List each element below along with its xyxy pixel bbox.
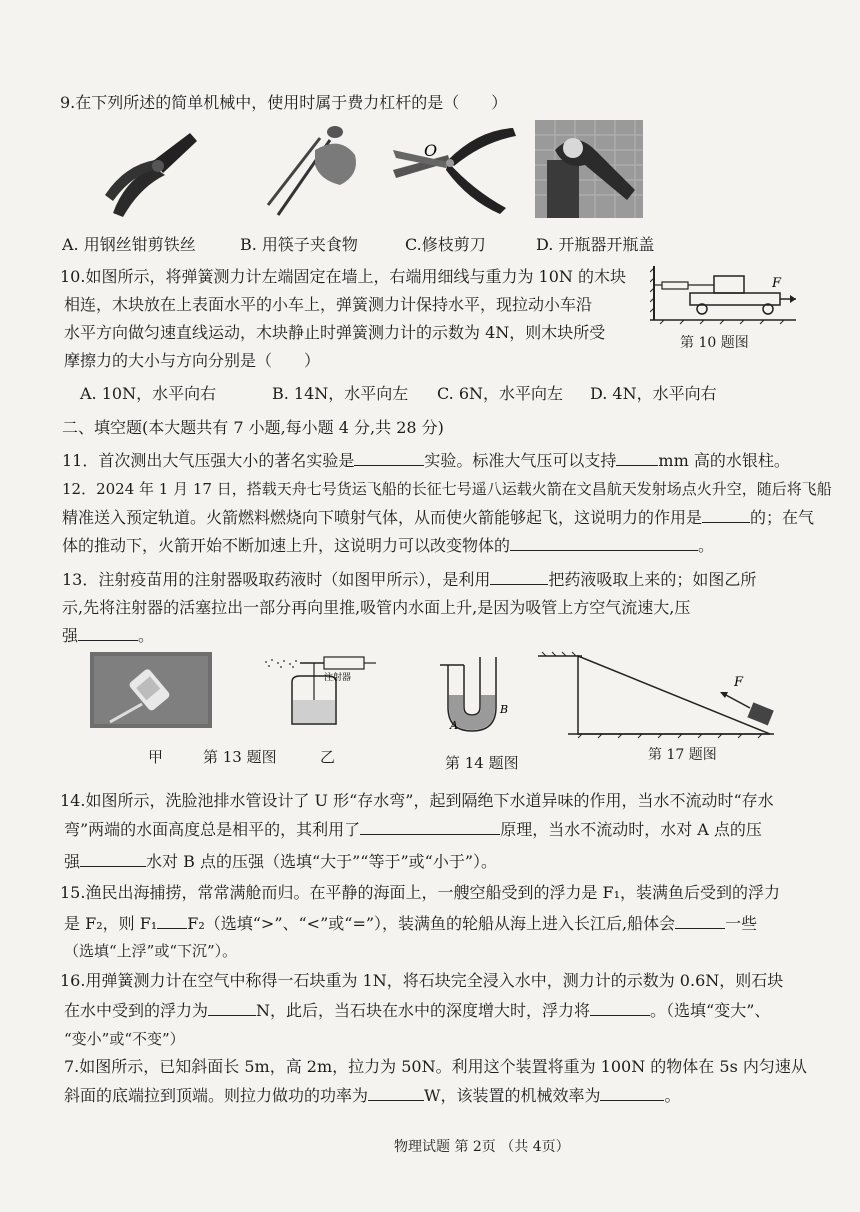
q10-option-d: D. 4N，水平向右 [590, 384, 717, 403]
pliers-image [95, 125, 205, 220]
q12-blank-2[interactable] [510, 534, 698, 551]
q14-blank-1[interactable] [360, 818, 500, 835]
q10-line-1: 10.如图所示，将弹簧测力计左端固定在墙上，右端用细线与重力为 10N 的木块 [60, 267, 626, 286]
q17-blank-1[interactable] [368, 1084, 424, 1101]
q17-line-1: 7.如图所示，已知斜面长 5m，高 2m，拉力为 50N。利用这个装置将重为 100N 的物体在 5s 内匀速从 [64, 1057, 807, 1076]
q13-label-jia: 甲 [148, 748, 164, 766]
q17-text-2a: 斜面的底端拉到顶端。则拉力做功的功率为 [64, 1086, 369, 1105]
q12-line-3 [62, 534, 714, 557]
page-footer: 物理试题 第 2页 （共 4页） [394, 1139, 570, 1155]
q16-text-2c: 。（选填“变大”、 [650, 1001, 771, 1020]
q17-incline-figure [538, 650, 778, 742]
q14-text-3b: 水对 B 点的压强（选填“大于”“等于”或“小于”）。 [146, 852, 498, 871]
pruning-shears-image [388, 120, 523, 220]
pivot-label-o: O [424, 141, 438, 160]
q15-line-2 [64, 912, 757, 935]
q13-blank-2[interactable] [78, 624, 138, 641]
q15-line-1: 15.渔民出海捕捞，常常满舱而归。在平静的海面上，一艘空船受到的浮力是 F₁，装满鱼后受到的浮力 [60, 883, 781, 902]
q15-text-2c: 一些 [725, 914, 758, 933]
q11-text-b: 实验。标准大气压可以支持 [424, 451, 617, 470]
q15-blank-2[interactable] [675, 912, 725, 929]
q9-option-b: B. 用筷子夹食物 [240, 235, 358, 254]
q13-photo-jia [90, 652, 212, 728]
q13-text-3b: 。 [138, 626, 155, 645]
q14-line-1: 14.如图所示，洗脸池排水管设计了 U 形“存水弯”，起到隔绝下水道异味的作用，当水不流动时“存水 [60, 791, 774, 810]
q11 [62, 449, 790, 472]
q12-text-2a: 精准送入预定轨道。火箭燃料燃烧向下喷射气体，从而使火箭能够起飞，这说明力的作用是 [62, 508, 703, 527]
q12-text-2b: 的；在气 [750, 508, 815, 527]
q11-blank-2[interactable] [616, 449, 658, 466]
q13-diagram-yi [262, 652, 382, 728]
q16-line-2 [64, 999, 770, 1022]
q13-line-3 [62, 624, 154, 647]
q16-blank-1[interactable] [208, 999, 256, 1016]
q11-text-c: mm 高的水银柱。 [658, 451, 790, 470]
q13-line-1 [62, 568, 756, 591]
q10-option-a: A. 10N，水平向右 [80, 384, 217, 403]
q14-figure-caption: 第 14 题图 [445, 754, 519, 772]
q9-stem: 9.在下列所述的简单机械中，使用时属于费力杠杆的是（ ） [60, 93, 508, 112]
q17-text-2c: 。 [664, 1086, 681, 1105]
q17-figure-caption: 第 17 题图 [648, 747, 717, 763]
q17-text-2b: W，该装置的机械效率为 [424, 1086, 601, 1105]
q14-text-3a: 强 [64, 852, 81, 871]
q13-text-3a: 强 [62, 626, 79, 645]
q15-line-3: （选填“上浮”或“下沉”）。 [64, 942, 238, 960]
q9-option-d: D. 开瓶器开瓶盖 [536, 235, 655, 254]
point-b-label: B [500, 703, 509, 716]
q13-text-1b: 把药液吸取上来的；如图乙所 [548, 570, 757, 589]
q16-line-3: “变小”或“不变”） [64, 1030, 185, 1048]
syringe-label: 注射器 [324, 673, 352, 683]
q9-option-c: C.修枝剪刀 [405, 235, 486, 254]
q10-figure-caption: 第 10 题图 [680, 335, 749, 351]
q12-text-3a: 体的推动下，火箭开始不断加速上升，这说明力可以改变物体的 [62, 536, 511, 555]
q10-line-4: 摩擦力的大小与方向分别是（ ） [64, 351, 321, 370]
q13-label-yi: 乙 [320, 748, 336, 766]
q10-line-3: 水平方向做匀速直线运动，木块静止时弹簧测力计的示数为 4N，则木块所受 [64, 323, 606, 342]
q11-blank-1[interactable] [354, 449, 424, 466]
q14-u-trap-figure [440, 655, 520, 737]
q15-text-2b: F₂（选填“>”、“<”或“=”），装满鱼的轮船从海上进入长江后,船体会 [187, 914, 676, 933]
q14-line-2 [64, 818, 762, 841]
q12-text-3b: 。 [698, 536, 715, 555]
chopsticks-image [260, 120, 370, 220]
q13-blank-1[interactable] [490, 568, 548, 585]
q16-blank-2[interactable] [590, 999, 650, 1016]
q10-line-2: 相连，木块放在上表面水平的小车上，弹簧测力计保持水平，现拉动小车沿 [64, 295, 593, 314]
q16-text-2a: 在水中受到的浮力为 [64, 1001, 209, 1020]
q10-figure [650, 262, 800, 328]
q17-line-2 [64, 1084, 680, 1107]
q12-line-2 [62, 506, 814, 529]
q14-text-2a: 弯”两端的水面高度总是相平的，其利用了 [64, 820, 361, 839]
q10-option-b: B. 14N，水平向左 [272, 384, 409, 403]
q13-figure-caption: 第 13 题图 [203, 748, 277, 766]
section-2-heading: 二、填空题(本大题共有 7 小题,每小题 4 分,共 28 分) [62, 418, 444, 437]
q17-blank-2[interactable] [600, 1084, 664, 1101]
q13-line-2: 示,先将注射器的活塞拉出一部分再向里推,吸管内水面上升,是因为吸管上方空气流速大,压 [62, 598, 691, 617]
q14-blank-2[interactable] [80, 850, 146, 867]
q15-text-2a: 是 F₂，则 F₁ [64, 914, 158, 933]
q11-text-a: 11．首次测出大气压强大小的著名实验是 [62, 451, 355, 470]
q12-line-1: 12．2024 年 1 月 17 日，搭载天舟七号货运飞船的长征七号遥八运载火箭在文昌航天发射场点火升空，随后将飞船 [62, 480, 832, 498]
q12-blank-1[interactable] [702, 506, 750, 523]
q10-force-label: F [772, 276, 782, 291]
point-a-label: A [450, 719, 458, 732]
bottle-opener-image [535, 120, 643, 218]
q13-text-1a: 13．注射疫苗用的注射器吸取药液时（如图甲所示），是利用 [62, 570, 491, 589]
q14-text-2b: 原理，当水不流动时，水对 A 点的压 [500, 820, 762, 839]
q10-option-c: C. 6N，水平向左 [437, 384, 564, 403]
q16-text-2b: N，此后，当石块在水中的深度增大时，浮力将 [256, 1001, 591, 1020]
q15-blank-1[interactable] [157, 912, 187, 929]
q9-option-a: A. 用钢丝钳剪铁丝 [62, 235, 196, 254]
q17-force-label: F [734, 675, 744, 690]
q14-line-3 [64, 850, 497, 873]
q16-line-1: 16.用弹簧测力计在空气中称得一石块重为 1N，将石块完全浸入水中，测力计的示数为 0.6N，则石块 [60, 971, 784, 990]
